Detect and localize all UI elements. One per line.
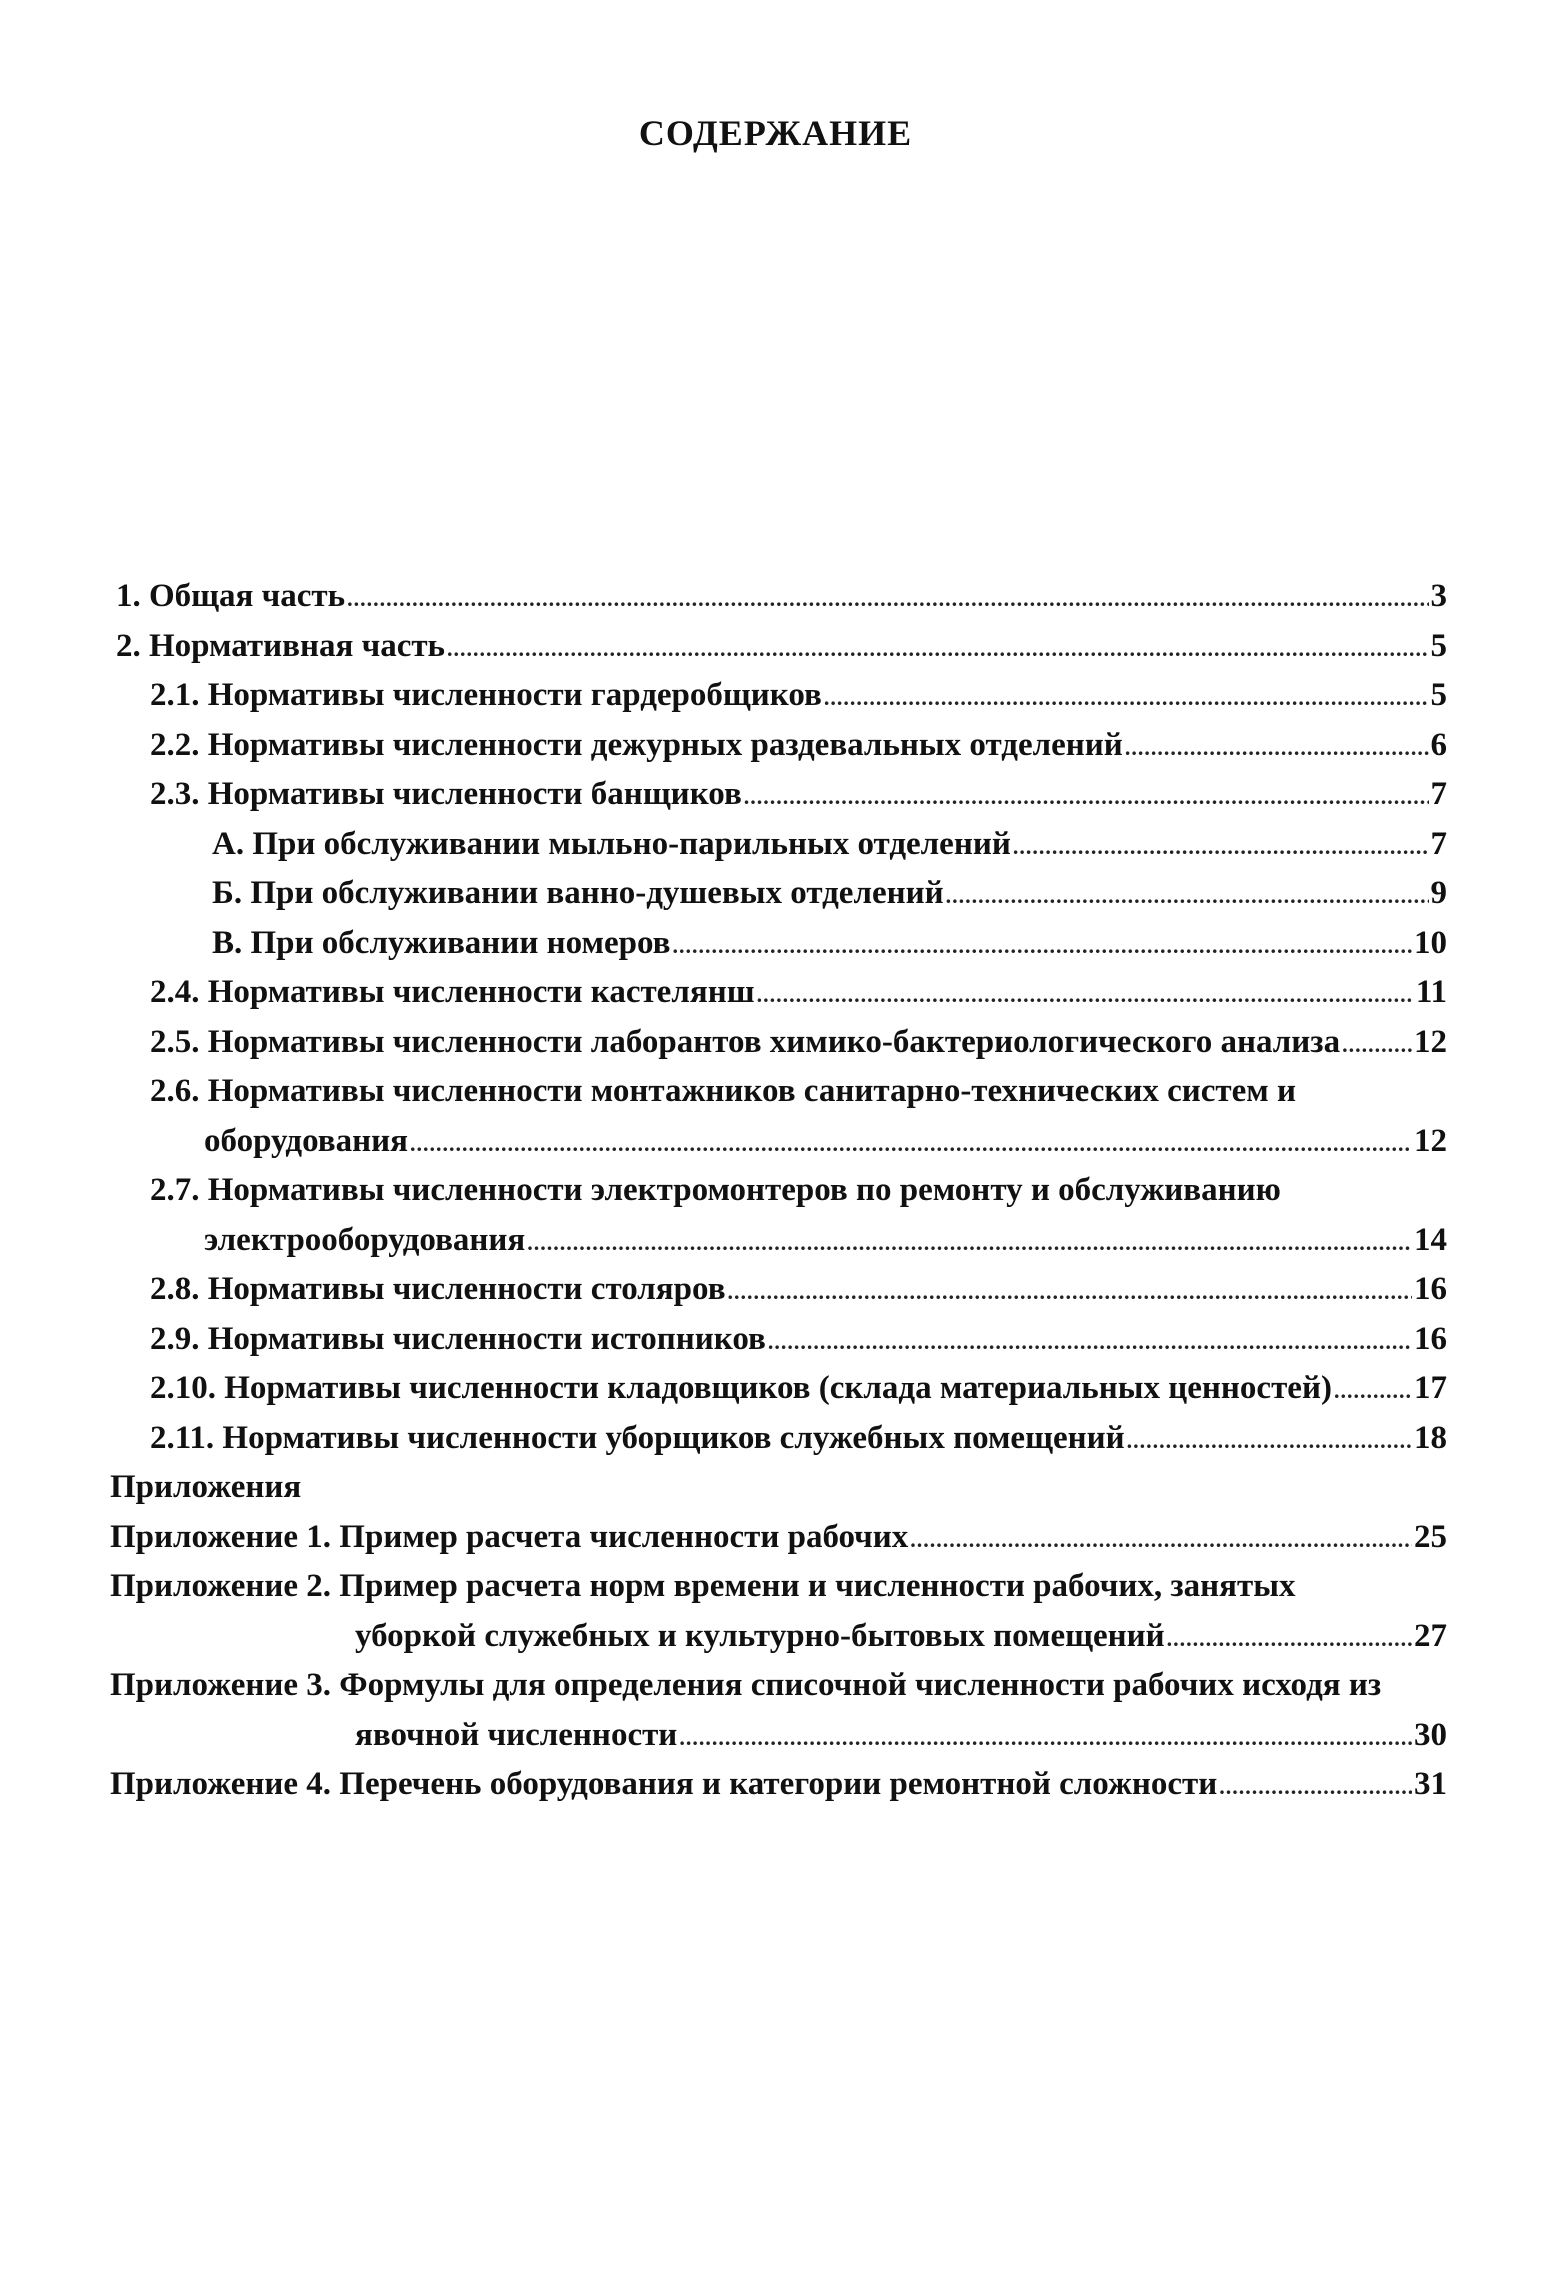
dot-leader bbox=[946, 869, 1429, 921]
toc-entry-label: 2.10. Нормативы численности кладовщиков (склада материальных ценностей) bbox=[150, 1370, 1332, 1406]
toc-entry-2[interactable] bbox=[110, 622, 1447, 672]
dot-leader bbox=[1013, 820, 1429, 872]
toc-entry-label: 2.7. Нормативы численности электромонтеров по ремонту и обслуживанию bbox=[150, 1172, 1281, 1208]
appendices-heading-label: Приложения bbox=[110, 1469, 302, 1505]
dot-leader bbox=[410, 1117, 1412, 1169]
toc-appendix-3-line1[interactable] bbox=[110, 1661, 1447, 1711]
toc-entry-page: 17 bbox=[1414, 1370, 1447, 1406]
toc-entry-page: 7 bbox=[1430, 776, 1447, 812]
dot-leader bbox=[672, 919, 1412, 971]
dot-leader bbox=[347, 572, 1428, 624]
toc-entry-page: 9 bbox=[1430, 875, 1447, 911]
dot-leader bbox=[824, 671, 1429, 723]
toc-entry-label: В. При обслуживании номеров bbox=[212, 924, 671, 961]
toc-entry-label: А. При обслуживании мыльно-парильных отделений bbox=[212, 825, 1011, 862]
toc-entry-label: оборудования bbox=[204, 1122, 408, 1159]
toc-entry-page: 31 bbox=[1414, 1766, 1447, 1802]
toc-entry-page: 14 bbox=[1414, 1221, 1447, 1258]
toc-entry-2-1[interactable] bbox=[110, 671, 1447, 721]
page-title: СОДЕРЖАНИЕ bbox=[638, 113, 913, 153]
toc-appendix-2-line2[interactable] bbox=[110, 1612, 1447, 1662]
toc-entry-label: 2.2. Нормативы численности дежурных раздевальных отделений bbox=[150, 726, 1123, 763]
toc-entry-label: Приложение 3. Формулы для определения списочной численности рабочих исходя из bbox=[110, 1667, 1382, 1703]
toc-entry-2-8[interactable] bbox=[110, 1265, 1447, 1315]
toc-entry-label: Б. При обслуживании ванно-душевых отделений bbox=[212, 875, 944, 911]
toc-entry-label: 2.5. Нормативы численности лаборантов химико-бактериологического анализа bbox=[150, 1023, 1341, 1060]
toc-entry-page: 6 bbox=[1430, 726, 1447, 763]
toc-entry-1[interactable] bbox=[110, 572, 1447, 622]
toc-entry-label: 2.3. Нормативы численности банщиков bbox=[150, 776, 742, 812]
toc-entry-label: Приложение 1. Пример расчета численности рабочих bbox=[110, 1518, 909, 1555]
dot-leader bbox=[1219, 1760, 1412, 1812]
dot-leader bbox=[679, 1711, 1412, 1763]
toc-entry-page: 10 bbox=[1414, 924, 1447, 961]
toc-entry-2-7-line1[interactable] bbox=[110, 1166, 1447, 1216]
dot-leader bbox=[757, 968, 1414, 1020]
toc-entry-label: уборкой служебных и культурно-бытовых помещений bbox=[355, 1617, 1165, 1654]
dot-leader bbox=[728, 1265, 1412, 1317]
toc-entry-page: 16 bbox=[1414, 1320, 1447, 1357]
toc-entry-2-3[interactable] bbox=[110, 770, 1447, 820]
toc-entry-2-9[interactable] bbox=[110, 1315, 1447, 1365]
dot-leader bbox=[447, 622, 1428, 674]
toc-entry-page: 5 bbox=[1430, 627, 1447, 664]
dot-leader bbox=[1167, 1612, 1412, 1664]
toc-entry-label: 1. Общая часть bbox=[116, 578, 346, 614]
toc-entry-page: 16 bbox=[1414, 1271, 1447, 1307]
dot-leader bbox=[527, 1216, 1412, 1268]
toc-entry-2-3-b[interactable] bbox=[110, 869, 1447, 919]
toc-entry-label: электрооборудования bbox=[204, 1221, 526, 1258]
dot-leader bbox=[1342, 1018, 1412, 1070]
toc-entry-2-3-v[interactable] bbox=[110, 919, 1447, 969]
toc-entry-label: 2.8. Нормативы численности столяров bbox=[150, 1271, 726, 1307]
toc-appendix-1[interactable] bbox=[110, 1513, 1447, 1563]
toc-entry-label: Приложение 4. Перечень оборудования и категории ремонтной сложности bbox=[110, 1766, 1218, 1802]
dot-leader bbox=[910, 1513, 1412, 1565]
toc-entry-2-3-a[interactable] bbox=[110, 820, 1447, 870]
dot-leader bbox=[1127, 1414, 1412, 1466]
toc-entry-page: 27 bbox=[1414, 1617, 1447, 1654]
toc-entry-page: 3 bbox=[1430, 578, 1447, 614]
toc-entry-page: 7 bbox=[1430, 825, 1447, 862]
appendices-heading bbox=[110, 1463, 1447, 1513]
toc-entry-label: 2.11. Нормативы численности уборщиков служебных помещений bbox=[150, 1419, 1125, 1456]
toc-appendix-2-line1[interactable] bbox=[110, 1562, 1447, 1612]
dot-leader bbox=[744, 770, 1429, 822]
dot-leader bbox=[1334, 1364, 1412, 1416]
dot-leader bbox=[1125, 721, 1429, 773]
toc-entry-2-11[interactable] bbox=[110, 1414, 1447, 1464]
toc-appendix-3-line2[interactable] bbox=[110, 1711, 1447, 1761]
toc-entry-page: 12 bbox=[1414, 1023, 1447, 1060]
toc-entry-2-2[interactable] bbox=[110, 721, 1447, 771]
toc-entry-2-5[interactable] bbox=[110, 1018, 1447, 1068]
dot-leader bbox=[768, 1315, 1412, 1367]
toc-entry-label: 2. Нормативная часть bbox=[116, 627, 446, 664]
toc-entry-page: 5 bbox=[1430, 677, 1447, 713]
toc-entry-page: 18 bbox=[1414, 1419, 1447, 1456]
toc-entry-2-7-line2[interactable] bbox=[110, 1216, 1447, 1266]
toc-entry-label: Приложение 2. Пример расчета норм времени и численности рабочих, занятых bbox=[110, 1568, 1296, 1604]
toc-entry-label: 2.1. Нормативы численности гардеробщиков bbox=[150, 677, 822, 713]
toc-entry-2-6-line2[interactable] bbox=[110, 1117, 1447, 1167]
toc-entry-2-6-line1[interactable] bbox=[110, 1067, 1447, 1117]
toc-entry-page: 25 bbox=[1414, 1518, 1447, 1555]
toc-entry-label: явочной численности bbox=[355, 1716, 678, 1753]
toc-entry-page: 30 bbox=[1414, 1716, 1447, 1753]
toc-entry-2-10[interactable] bbox=[110, 1364, 1447, 1414]
toc-entry-label: 2.6. Нормативы численности монтажников санитарно-технических систем и bbox=[150, 1073, 1297, 1109]
toc-entry-page: 11 bbox=[1415, 974, 1447, 1010]
toc-appendix-4[interactable] bbox=[110, 1760, 1447, 1810]
toc-entry-label: 2.4. Нормативы численности кастелянш bbox=[150, 974, 755, 1010]
toc-entry-page: 12 bbox=[1414, 1122, 1447, 1159]
toc-entry-2-4[interactable] bbox=[110, 968, 1447, 1018]
toc-entry-label: 2.9. Нормативы численности истопников bbox=[150, 1320, 766, 1357]
table-of-contents bbox=[110, 572, 1447, 1810]
